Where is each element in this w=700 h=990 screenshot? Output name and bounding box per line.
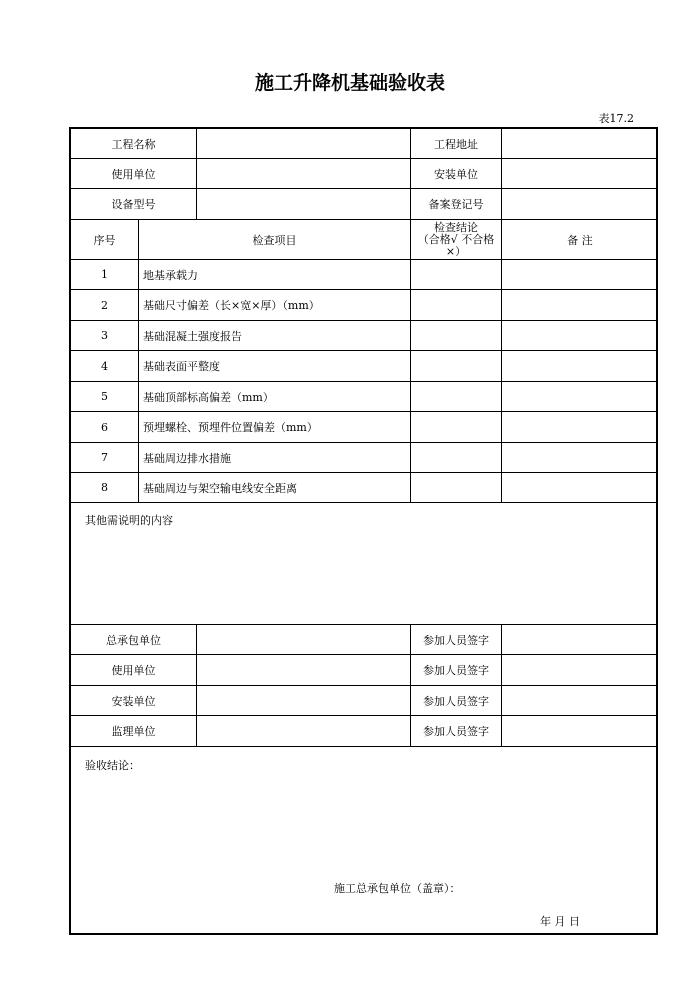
row-remark-field[interactable] — [501, 321, 658, 350]
conclusion-block[interactable] — [71, 747, 656, 933]
checklist-row — [71, 321, 656, 351]
info-row-project — [71, 129, 656, 159]
project-address-label: 工程地址 — [410, 129, 501, 158]
checklist-row — [71, 290, 656, 321]
signature-field[interactable] — [501, 686, 658, 715]
install-unit-field[interactable] — [501, 159, 658, 188]
checklist-row — [71, 260, 656, 290]
checklist-row — [71, 443, 656, 473]
seal-label: 施工总承包单位（盖章）： — [334, 882, 461, 895]
registration-number-label: 备案登记号 — [410, 189, 501, 219]
header-item: 检查项目 — [138, 220, 410, 259]
conclusion-label: 验收结论： — [85, 759, 140, 772]
form-title: 施工升降机基础验收表 — [254, 72, 445, 94]
row-no: 1 — [101, 268, 108, 281]
project-name-label: 工程名称 — [111, 137, 156, 151]
row-item: 预埋螺栓、预埋件位置偏差（mm） — [138, 412, 410, 442]
sign-unit-label: 使用单位 — [111, 664, 156, 677]
header-remark: 备 注 — [501, 220, 658, 259]
sign-label: 参加人员签字 — [410, 686, 501, 715]
header-no: 序号 — [93, 233, 116, 247]
row-remark-field[interactable] — [501, 443, 658, 472]
row-item: 基础顶部标高偏差（mm） — [138, 382, 410, 411]
row-item: 基础混凝土强度报告 — [138, 321, 410, 350]
other-notes-block[interactable] — [71, 503, 656, 625]
row-result-field[interactable] — [410, 412, 501, 442]
other-notes-label: 其他需说明的内容 — [85, 514, 173, 527]
info-row-equipment — [71, 189, 656, 220]
checklist-header-row — [71, 220, 656, 260]
header-result-line3: ×） — [445, 244, 467, 258]
info-row-user — [71, 159, 656, 189]
row-result-field[interactable] — [410, 382, 501, 411]
row-remark-field[interactable] — [501, 260, 658, 289]
row-item: 基础表面平整度 — [138, 351, 410, 381]
registration-number-field[interactable] — [501, 189, 658, 219]
sign-unit-label: 安装单位 — [111, 694, 156, 708]
sign-row — [71, 686, 656, 716]
sign-unit-label: 监理单位 — [111, 725, 156, 738]
row-no: 2 — [101, 298, 108, 312]
sign-row — [71, 655, 656, 686]
sign-unit-field[interactable] — [196, 716, 410, 746]
project-name-field[interactable] — [196, 129, 410, 158]
sign-label: 参加人员签字 — [410, 716, 501, 746]
row-no: 5 — [101, 390, 108, 403]
form-number: 表17.2 — [598, 112, 634, 125]
row-remark-field[interactable] — [501, 290, 658, 320]
row-item: 基础尺寸偏差（长×宽×厚）（mm） — [138, 290, 410, 320]
sign-unit-field[interactable] — [196, 655, 410, 685]
row-no: 4 — [101, 359, 108, 373]
signature-field[interactable] — [501, 625, 658, 654]
sign-label: 参加人员签字 — [410, 625, 501, 654]
equipment-model-field[interactable] — [196, 189, 410, 219]
sign-unit-label: 总承包单位 — [106, 633, 161, 647]
row-result-field[interactable] — [410, 351, 501, 381]
equipment-model-label: 设备型号 — [111, 198, 156, 211]
checklist-row — [71, 473, 656, 503]
row-item: 基础周边排水措施 — [138, 443, 410, 472]
row-no: 6 — [101, 420, 108, 434]
project-address-field[interactable] — [501, 129, 658, 158]
user-unit-field[interactable] — [196, 159, 410, 188]
row-remark-field[interactable] — [501, 473, 658, 502]
row-item: 地基承载力 — [138, 260, 410, 289]
signature-field[interactable] — [501, 716, 658, 746]
header-result-line1: 检查结论 — [434, 220, 478, 234]
header-result-line2: （合格√ 不合格 — [417, 232, 495, 246]
row-no: 7 — [101, 451, 108, 464]
inspection-form-table — [69, 127, 658, 935]
sign-unit-field[interactable] — [196, 686, 410, 715]
row-result-field[interactable] — [410, 443, 501, 472]
row-result-field[interactable] — [410, 321, 501, 350]
row-no: 3 — [101, 329, 108, 342]
row-result-field[interactable] — [410, 290, 501, 320]
header-result — [410, 220, 501, 259]
checklist-row — [71, 382, 656, 412]
row-result-field[interactable] — [410, 473, 501, 502]
sign-unit-field[interactable] — [196, 625, 410, 654]
row-item: 基础周边与架空输电线安全距离 — [138, 473, 410, 502]
user-unit-label: 使用单位 — [111, 167, 156, 181]
signature-field[interactable] — [501, 655, 658, 685]
sign-label: 参加人员签字 — [410, 655, 501, 685]
row-remark-field[interactable] — [501, 412, 658, 442]
checklist-row — [71, 351, 656, 382]
install-unit-label: 安装单位 — [410, 159, 501, 188]
date-label: 年 月 日 — [540, 915, 580, 928]
row-no: 8 — [101, 481, 108, 494]
row-remark-field[interactable] — [501, 351, 658, 381]
sign-row — [71, 625, 656, 655]
row-remark-field[interactable] — [501, 382, 658, 411]
sign-row — [71, 716, 656, 747]
row-result-field[interactable] — [410, 260, 501, 289]
checklist-row — [71, 412, 656, 443]
